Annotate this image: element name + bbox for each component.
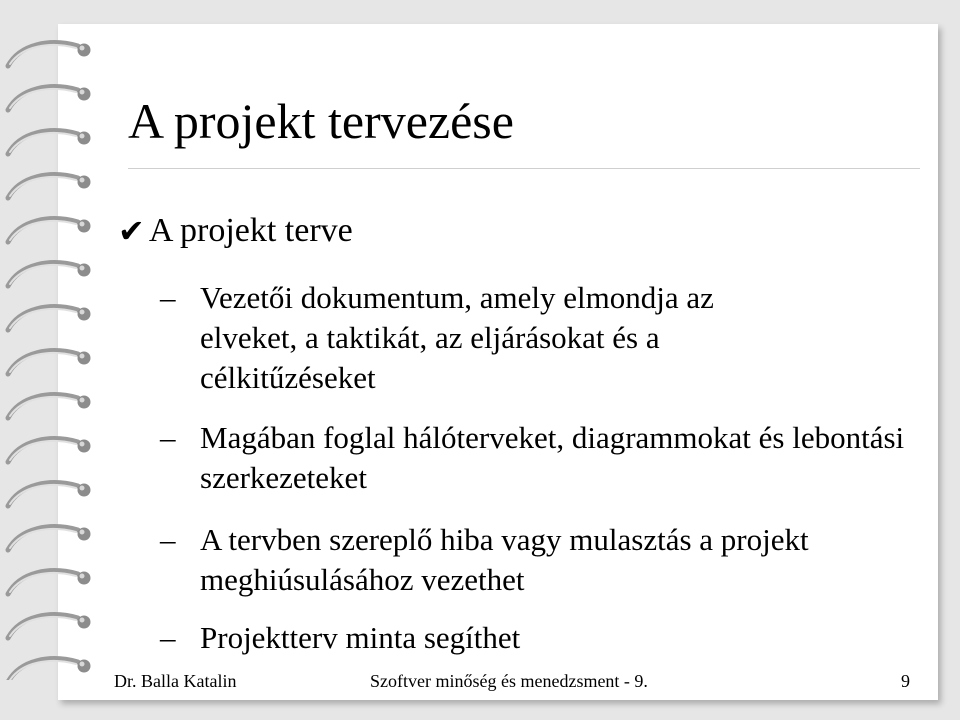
footer-author: Dr. Balla Katalin (114, 671, 237, 691)
slide-title: A projekt tervezése (128, 93, 514, 149)
sub-bullet-text: Projektterv minta segíthet (200, 620, 521, 655)
spiral-ring (8, 571, 91, 594)
sub-bullet-text: Vezetői dokumentum, amely elmondja az elveket, a taktikát, az eljárásokat és a célkitűzéseket (200, 280, 714, 395)
spiral-ring (8, 263, 91, 286)
spiral-ring (8, 483, 91, 506)
main-bullet (118, 212, 353, 250)
footer-course: Szoftver minőség és menedzsment - 9. (370, 671, 648, 691)
spiral-binding-icon (0, 30, 110, 680)
sub-bullet-2 (160, 418, 940, 498)
dash-icon: – (160, 522, 176, 557)
spiral-ring (8, 43, 91, 66)
footer-page-number: 9 (901, 671, 910, 691)
sub-bullet-4 (160, 618, 940, 658)
spiral-ring (8, 219, 91, 242)
check-mark-icon: ✔ (118, 212, 145, 250)
dash-icon: – (160, 420, 176, 455)
sub-bullet-1 (160, 278, 940, 398)
sub-bullet-3 (160, 520, 940, 600)
spiral-ring (8, 395, 91, 418)
dash-icon: – (160, 620, 176, 655)
spiral-ring (8, 87, 91, 110)
main-bullet-text: A projekt terve (148, 212, 353, 249)
spiral-ring (8, 351, 91, 374)
dash-icon: – (160, 280, 176, 315)
spiral-ring (8, 439, 91, 462)
sub-bullet-text: Magában foglal hálóterveket, diagrammokat és lebontási szerkezeteket (200, 420, 905, 495)
spiral-ring (8, 659, 91, 680)
spiral-ring (8, 175, 91, 198)
spiral-ring (8, 615, 91, 638)
spiral-ring (8, 307, 91, 330)
spiral-ring (8, 131, 91, 154)
spiral-ring (8, 527, 91, 550)
sub-bullet-text: A tervben szereplő hiba vagy mulasztás a projekt meghiúsulásához vezethet (200, 522, 809, 597)
title-divider (128, 168, 920, 169)
